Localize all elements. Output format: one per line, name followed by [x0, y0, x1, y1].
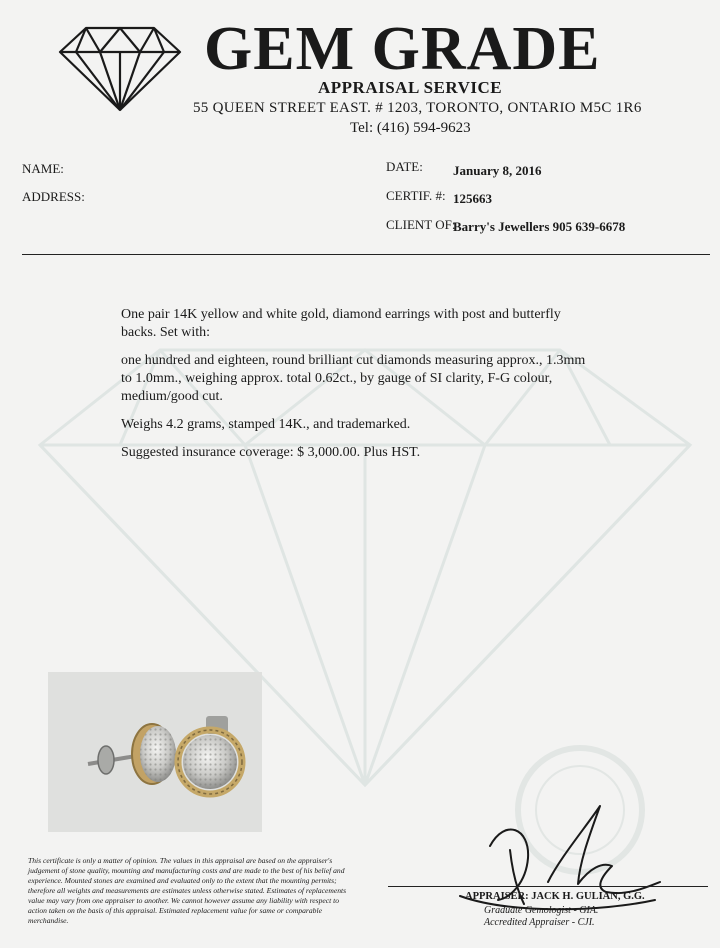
disclaimer-text: This certificate is only a matter of opinion. The values in this appraisal are based on the appraiser's judgement of stone quality, mounting and manufacturing costs and are made to the best of his belief and experience. Mounted stones are examined and evaluated only to the extent that the mounting permits; therefore all weights and measurements are estimates unless otherwise stated. Estimates of replacements value may vary from one appraiser to another. We cannot however assume any liability with respect to action taken on the basis of this appraisal. Estimated replacement value for same or comparable merchandise. — [28, 856, 347, 925]
item-description — [121, 306, 591, 472]
company-subtitle: APPRAISAL SERVICE — [318, 78, 503, 97]
appraiser-credential-cji: Accredited Appraiser - CJI. — [484, 917, 595, 928]
earrings-photo — [48, 672, 262, 832]
header-divider — [22, 254, 710, 255]
diamond-logo-icon — [56, 22, 184, 114]
client-label: CLIENT OF: — [386, 217, 456, 232]
description-paragraph: Weighs 4.2 grams, stamped 14K., and trademarked. — [121, 417, 411, 432]
certificate-number-label: CERTIF. #: — [386, 188, 446, 203]
client-value: Barry's Jewellers 905 639-6678 — [453, 219, 626, 234]
signature-line — [388, 886, 708, 887]
description-paragraph: one hundred and eighteen, round brilliant cut diamonds measuring approx., 1.3mm to 1.0mm., weighing approx. total 0.62ct., by gauge of SI clarity, F-G colour, medium/good cut. — [121, 353, 586, 404]
appraiser-credential-gia: Graduate Gemologist - GIA. — [484, 905, 599, 916]
name-label: NAME: — [22, 161, 64, 176]
insurance-coverage: Suggested insurance coverage: $ 3,000.00. Plus HST. — [121, 445, 421, 460]
address-label: ADDRESS: — [22, 189, 85, 204]
certificate-number-value: 125663 — [453, 191, 492, 206]
company-title: GEM GRADE — [204, 15, 601, 83]
description-paragraph: One pair 14K yellow and white gold, diamond earrings with post and butterfly backs. Set with: — [121, 307, 561, 340]
date-label: DATE: — [386, 159, 423, 174]
company-phone: Tel: (416) 594-9623 — [350, 120, 471, 136]
appraiser-name: APPRAISER: JACK H. GULIAN, G.G. — [465, 891, 645, 902]
company-address: 55 QUEEN STREET EAST. # 1203, TORONTO, ONTARIO M5C 1R6 — [193, 100, 642, 116]
date-value: January 8, 2016 — [453, 163, 542, 178]
